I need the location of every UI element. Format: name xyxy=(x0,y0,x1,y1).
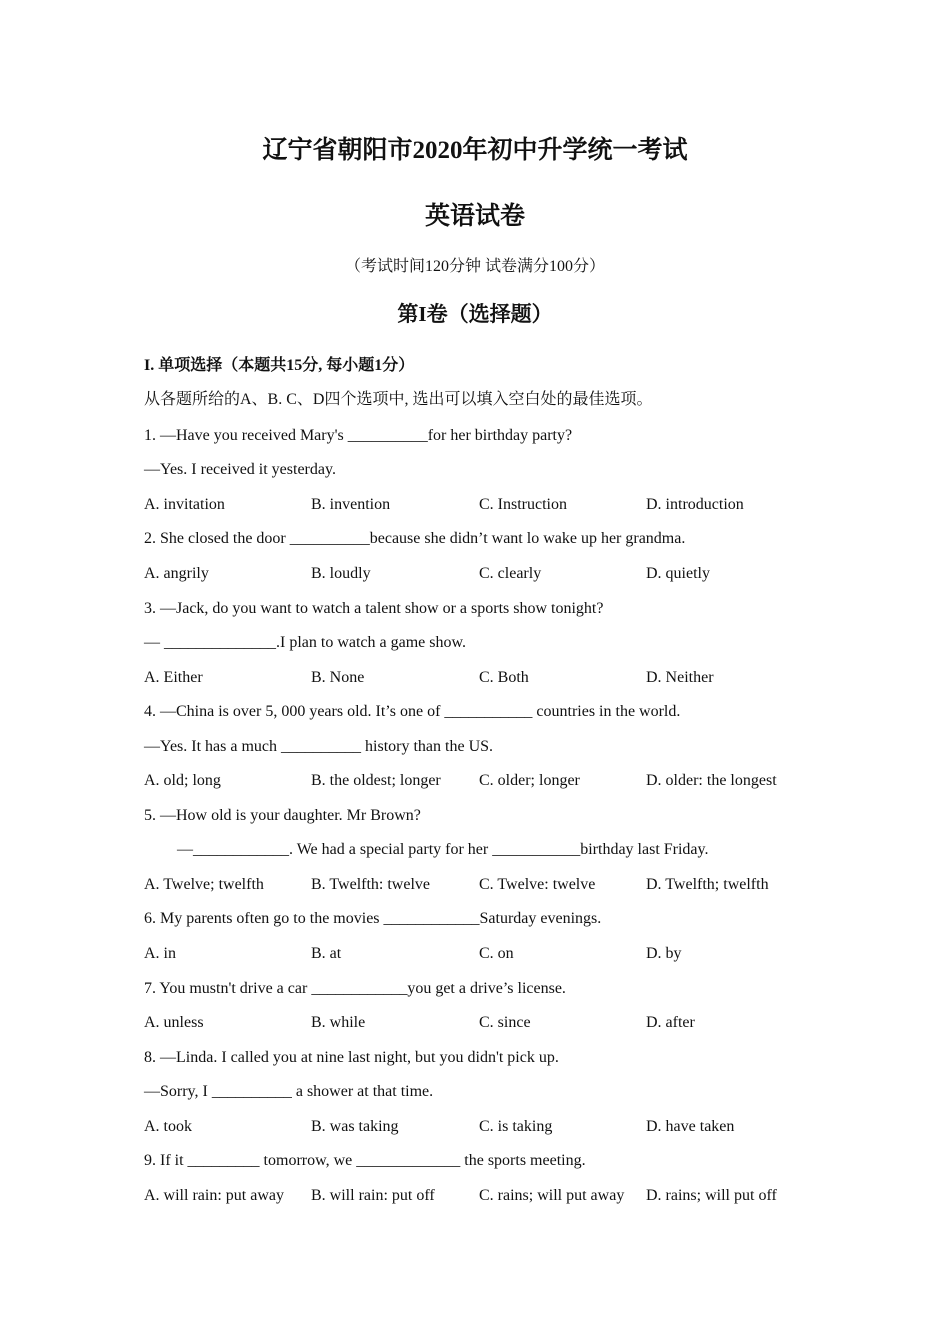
option-d: D. quietly xyxy=(646,565,710,582)
question-2-stem: 2. She closed the door __________because she didn’t want lo wake up her grandma. xyxy=(144,530,686,547)
question-3-reply: — ______________.I plan to watch a game show. xyxy=(144,634,467,651)
option-a: A. Either xyxy=(144,669,203,686)
option-b: B. invention xyxy=(311,496,391,513)
section-instruction: 从各题所给的A、B. C、D四个选项中, 选出可以填入空白处的最佳选项。 xyxy=(144,391,653,408)
question-8-reply: —Sorry, I __________ a shower at that time. xyxy=(144,1083,434,1100)
question-5-stem: 5. —How old is your daughter. Mr Brown? xyxy=(144,807,421,824)
option-d: D. older: the longest xyxy=(646,772,777,789)
question-5-options xyxy=(144,874,824,896)
question-4-reply: —Yes. It has a much __________ history than the US. xyxy=(144,738,494,755)
question-6-options xyxy=(144,943,824,965)
option-a: A. invitation xyxy=(144,496,225,513)
question-8-options xyxy=(144,1116,824,1138)
option-d: D. rains; will put off xyxy=(646,1187,777,1204)
question-1-stem: 1. —Have you received Mary's __________for her birthday party? xyxy=(144,427,573,444)
option-d: D. after xyxy=(646,1014,695,1031)
option-b: B. None xyxy=(311,669,365,686)
option-a: A. angrily xyxy=(144,565,209,582)
question-6-stem: 6. My parents often go to the movies ____________Saturday evenings. xyxy=(144,910,602,927)
option-c: C. rains; will put away xyxy=(479,1187,625,1204)
question-3-stem: 3. —Jack, do you want to watch a talent show or a sports show tonight? xyxy=(144,600,604,617)
option-b: B. at xyxy=(311,945,342,962)
question-3-options xyxy=(144,667,824,689)
question-4-stem: 4. —China is over 5, 000 years old. It’s one of ___________ countries in the world. xyxy=(144,703,681,720)
option-b: B. Twelfth: twelve xyxy=(311,876,431,893)
option-c: C. is taking xyxy=(479,1118,553,1135)
question-9-stem: 9. If it _________ tomorrow, we _____________ the sports meeting. xyxy=(144,1152,586,1169)
question-8-stem: 8. —Linda. I called you at nine last night, but you didn't pick up. xyxy=(144,1049,559,1066)
option-b: B. was taking xyxy=(311,1118,399,1135)
option-b: B. loudly xyxy=(311,565,371,582)
option-d: D. by xyxy=(646,945,682,962)
option-a: A. unless xyxy=(144,1014,204,1031)
question-1-reply: —Yes. I received it yesterday. xyxy=(144,461,336,478)
option-c: C. older; longer xyxy=(479,772,580,789)
question-4-options xyxy=(144,770,824,792)
volume-heading: 第I卷（选择题） xyxy=(397,302,553,326)
question-9-options xyxy=(144,1185,824,1207)
option-d: D. Neither xyxy=(646,669,714,686)
option-c: C. Twelve: twelve xyxy=(479,876,596,893)
question-5-reply: —____________. We had a special party for her ___________birthday last Friday. xyxy=(177,841,709,858)
option-d: D. have taken xyxy=(646,1118,735,1135)
question-1-options xyxy=(144,494,824,516)
option-c: C. clearly xyxy=(479,565,542,582)
option-a: A. took xyxy=(144,1118,192,1135)
option-b: B. while xyxy=(311,1014,366,1031)
question-7-options xyxy=(144,1012,824,1034)
option-d: D. Twelfth; twelfth xyxy=(646,876,769,893)
exam-title: 辽宁省朝阳市2020年初中升学统一考试 xyxy=(262,137,688,164)
question-2-options xyxy=(144,563,824,585)
option-c: C. Instruction xyxy=(479,496,567,513)
option-a: A. in xyxy=(144,945,176,962)
question-7-stem: 7. You mustn't drive a car ____________you get a drive’s license. xyxy=(144,980,566,997)
option-d: D. introduction xyxy=(646,496,744,513)
subject-title: 英语试卷 xyxy=(424,203,525,230)
section-heading: I. 单项选择（本题共15分, 每小题1分） xyxy=(144,357,415,374)
option-c: C. Both xyxy=(479,669,529,686)
option-a: A. will rain: put away xyxy=(144,1187,284,1204)
option-b: B. the oldest; longer xyxy=(311,772,441,789)
option-b: B. will rain: put off xyxy=(311,1187,435,1204)
option-a: A. Twelve; twelfth xyxy=(144,876,264,893)
option-a: A. old; long xyxy=(144,772,221,789)
exam-info: （考试时间120分钟 试卷满分100分） xyxy=(344,258,605,275)
option-c: C. since xyxy=(479,1014,531,1031)
option-c: C. on xyxy=(479,945,514,962)
